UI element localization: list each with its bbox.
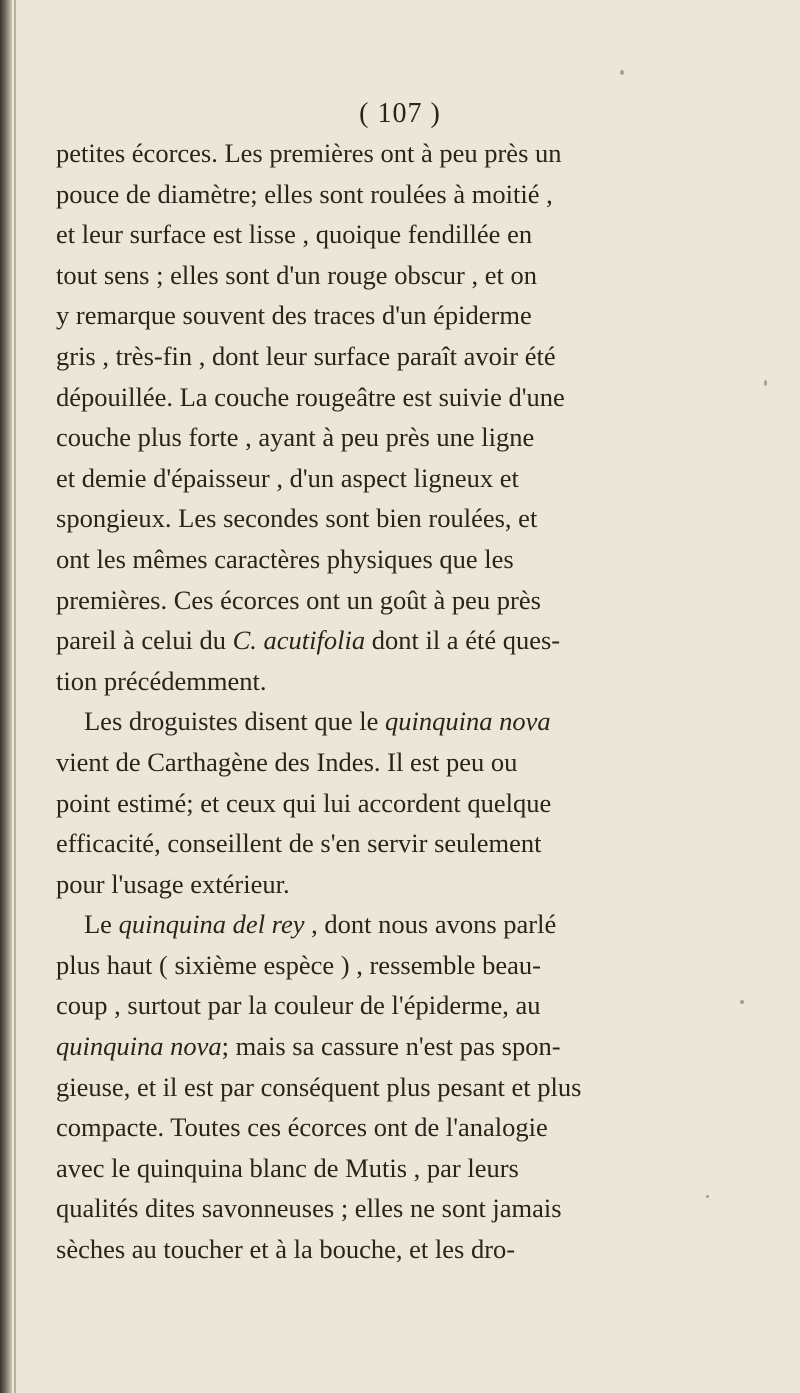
page-number: ( 107 )	[359, 98, 441, 129]
line-text: efficacité, conseillent de s'en servir seulement	[56, 828, 542, 859]
text-line	[56, 458, 756, 499]
text-line	[56, 498, 756, 539]
line-text: Le	[84, 909, 119, 940]
paper-speck	[706, 1195, 709, 1198]
line-text: dont il a été ques-	[365, 625, 561, 656]
text-line	[56, 214, 756, 255]
text-line	[56, 295, 756, 336]
text-line	[56, 1188, 756, 1229]
text-line	[56, 742, 756, 783]
paper-speck	[740, 1000, 744, 1004]
text-line	[56, 1148, 756, 1189]
line-text: tout sens ; elles sont d'un rouge obscur , et on	[56, 259, 537, 290]
text-line	[56, 1107, 756, 1148]
line-text: petites écorces. Les premières ont à peu près un	[56, 138, 562, 168]
text-line	[56, 864, 756, 905]
line-text: ont les mêmes caractères physiques que les	[56, 543, 514, 574]
line-text: pouce de diamètre; elles sont roulées à moitié ,	[56, 178, 553, 209]
species-name-italic: C. acutifolia	[232, 625, 366, 656]
quinquina-nova-italic: quinquina nova	[385, 706, 551, 737]
text-line	[56, 823, 756, 864]
line-text: couche plus forte , ayant à peu près une ligne	[56, 422, 535, 453]
text-line	[56, 417, 756, 458]
text-line	[56, 1067, 756, 1108]
quinquina-del-rey-italic: quinquina del rey	[118, 909, 305, 940]
line-text: , dont nous avons parlé	[304, 909, 557, 940]
line-text: gris , très-fin , dont leur surface paraît avoir été	[56, 340, 556, 371]
quinquina-nova-italic: quinquina nova	[56, 1031, 222, 1062]
text-line	[56, 539, 756, 580]
line-text: sèches au toucher et à la bouche, et les dro-	[56, 1234, 516, 1265]
text-line	[56, 255, 756, 296]
text-line	[56, 620, 756, 661]
line-text: tion précédemment.	[56, 665, 267, 696]
line-text: dépouillée. La couche rougeâtre est suivie d'une	[56, 381, 565, 412]
line-text: y remarque souvent des traces d'un épiderme	[56, 300, 532, 331]
page-gutter-line	[14, 0, 16, 1393]
line-text: point estimé; et ceux qui lui accordent quelque	[56, 787, 552, 818]
text-line	[56, 377, 756, 418]
line-text: premières. Ces écorces ont un goût à peu près	[56, 584, 541, 615]
line-text: qualités dites savonneuses ; elles ne sont jamais	[56, 1193, 562, 1224]
text-line	[56, 1229, 756, 1270]
line-text: gieuse, et il est par conséquent plus pesant et plus	[56, 1071, 582, 1102]
line-text: vient de Carthagène des Indes. Il est peu ou	[56, 746, 518, 777]
text-line	[56, 174, 756, 215]
line-text: plus haut ( sixième espèce ) , ressemble beau-	[56, 949, 541, 980]
line-text: spongieux. Les secondes sont bien roulées, et	[56, 503, 538, 534]
paper-speck	[764, 380, 767, 386]
text-line	[56, 1026, 756, 1067]
text-line	[56, 580, 756, 621]
line-text: coup , surtout par la couleur de l'épiderme, au	[56, 990, 541, 1021]
text-line	[56, 133, 756, 174]
line-text: pareil à celui du	[56, 625, 233, 656]
text-line	[56, 985, 756, 1026]
line-text: et demie d'épaisseur , d'un aspect ligneux et	[56, 462, 519, 493]
line-text: et leur surface est lisse , quoique fendillée en	[56, 219, 533, 250]
text-line	[56, 783, 756, 824]
line-text: ; mais sa cassure n'est pas spon-	[221, 1031, 561, 1062]
line-text: compacte. Toutes ces écorces ont de l'analogie	[56, 1112, 548, 1143]
text-line	[56, 904, 756, 945]
book-spine-edge	[0, 0, 12, 1393]
line-text: pour l'usage extérieur.	[56, 868, 290, 899]
line-text: avec le quinquina blanc de Mutis , par leurs	[56, 1152, 519, 1183]
line-text: Les droguistes disent que le	[84, 706, 386, 737]
text-line	[56, 945, 756, 986]
paper-speck	[620, 70, 624, 75]
text-line	[56, 336, 756, 377]
body-text	[56, 133, 756, 1270]
text-line	[56, 701, 756, 742]
text-line	[56, 661, 756, 702]
